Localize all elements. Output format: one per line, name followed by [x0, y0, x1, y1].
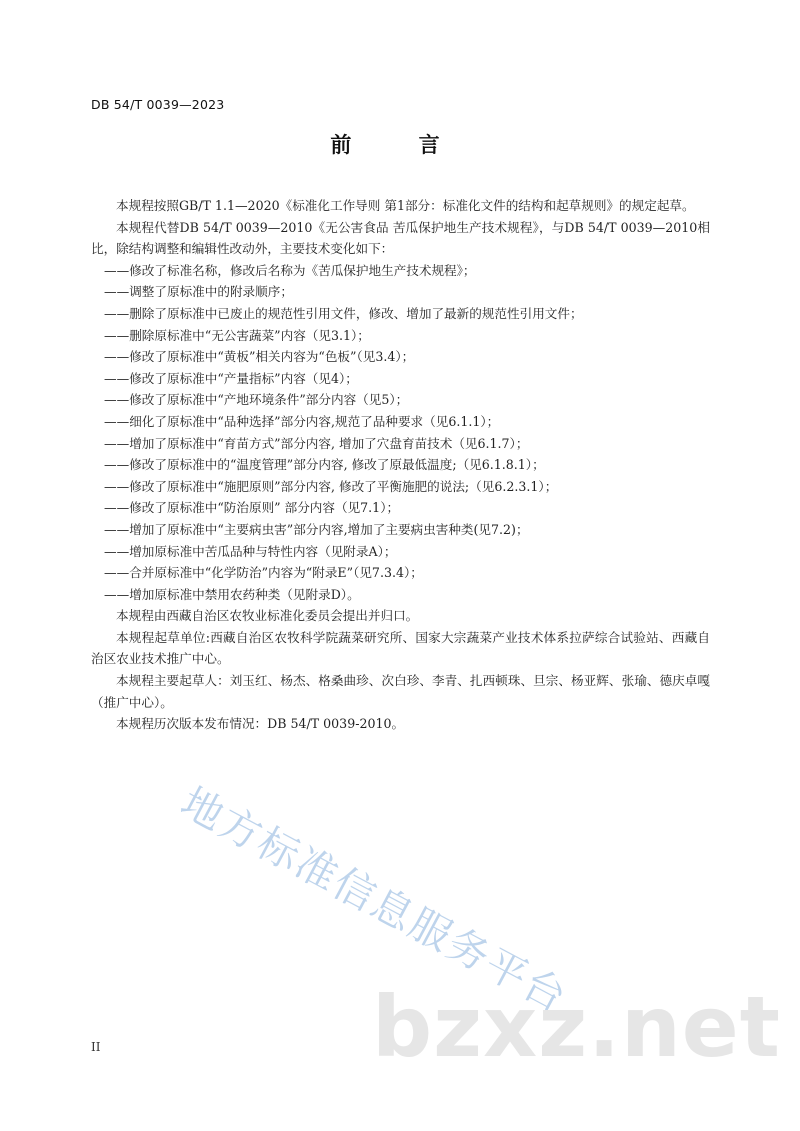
- document-id: DB 54/T 0039—2023: [91, 97, 225, 112]
- page-number: II: [91, 1040, 101, 1054]
- paragraph-drafters: 本规程主要起草人：刘玉红、杨杰、格桑曲珍、次白珍、李青、扎西顿珠、旦宗、杨亚辉、张瑜、德庆卓嘎（推广中心）。: [91, 673, 710, 710]
- change-item: ——修改了原标准中的“温度管理”部分内容, 修改了原最低温度;（见6.1.8.1）；: [104, 457, 545, 473]
- change-item: ——删除了原标准中已废止的规范性引用文件，修改、增加了最新的规范性引用文件；: [104, 305, 583, 321]
- change-item: ——修改了原标准中“黄板”相关内容为“色板”（见3.4）；: [104, 349, 415, 365]
- change-item: ——修改了原标准中“产量指标”内容（见4）；: [104, 370, 358, 386]
- change-item: ——细化了原标准中“品种选择”部分内容,规范了品种要求（见6.1.1）；: [104, 413, 500, 429]
- change-item: ——修改了原标准中“防治原则” 部分内容（见7.1）；: [104, 500, 400, 516]
- change-item: ——增加原标准中苦瓜品种与特性内容（见附录A）；: [104, 543, 397, 559]
- body-text: [91, 195, 710, 735]
- watermark-url: bzxz.net: [372, 978, 781, 1076]
- paragraph-drafting-units: 本规程起草单位:西藏自治区农牧科学院蔬菜研究所、国家大宗蔬菜产业技术体系拉萨综合试验站、西藏自治区农业技术推广中心。: [91, 629, 710, 667]
- change-item: ——增加了原标准中“主要病虫害”部分内容,增加了主要病虫害种类(见7.2)；: [104, 521, 529, 537]
- change-item: ——修改了原标准中“产地环境条件”部分内容（见5）；: [104, 392, 409, 408]
- change-item: ——调整了原标准中的附录顺序；: [104, 284, 293, 300]
- section-title: 前 言: [330, 133, 470, 157]
- change-item: ——合并原标准中“化学防治”内容为“附录E”（见7.3.4）；: [104, 565, 423, 581]
- paragraph-version-history: 本规程历次版本发布情况：DB 54/T 0039-2010。: [116, 716, 405, 732]
- change-item: ——修改了标准名称，修改后名称为《苦瓜保护地生产技术规程》；: [104, 262, 476, 278]
- change-item: ——删除原标准中“无公害蔬菜”内容（见3.1）；: [104, 327, 370, 343]
- change-item: ——增加原标准中禁用农药种类（见附录D）。: [104, 586, 360, 602]
- watermark-text: 地方标准信息服务平台: [173, 777, 576, 1023]
- paragraph-drafting-rule: 本规程按照GB/T 1.1—2020《标准化工作导则 第1部分：标准化文件的结构和起草规则》的规定起草。: [116, 198, 695, 213]
- paragraph-replaces: 本规程代替DB 54/T 0039—2010《无公害食品 苦瓜保护地生产技术规程》，与DB 54/T 0039—2010相比，除结构调整和编辑性改动外，主要技术变化如下：: [91, 219, 710, 257]
- paragraph-proposer: 本规程由西藏自治区农牧业标准化委员会提出并归口。: [116, 608, 419, 624]
- change-item: ——增加了原标准中“育苗方式”部分内容, 增加了穴盘育苗技术（见6.1.7）；: [104, 435, 529, 451]
- change-item: ——修改了原标准中“施肥原则”部分内容, 修改了平衡施肥的说法;（见6.2.3.1）；: [104, 478, 558, 494]
